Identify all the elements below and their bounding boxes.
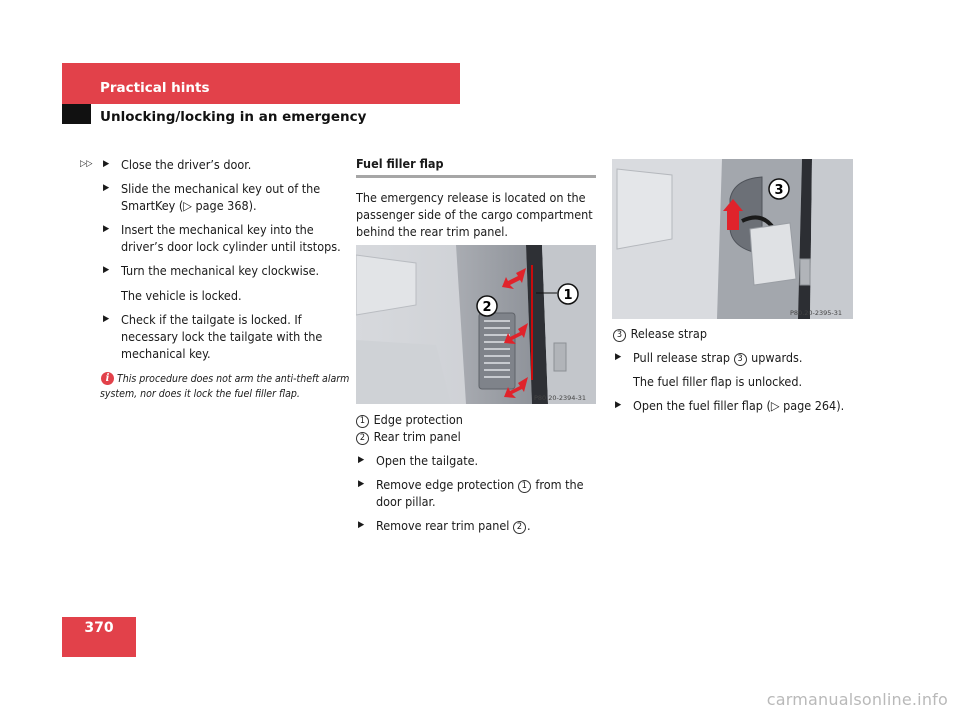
figure-code: P80.20-2394-31 [534,394,587,402]
step-text: Open the tailgate. [376,453,479,468]
step-turn-key [103,262,348,279]
legend-number: 1 [356,415,369,428]
bullet-icon: ▶ [615,400,622,410]
step-text: Insert the mechanical key into the driver’s door lock cylinder until itstops. [121,222,341,254]
bullet-icon: ▶ [103,159,110,169]
header-marker-block [62,104,91,124]
result-flap-unlocked: The fuel filler flap is unlocked. [633,374,803,389]
section-header-title: Practical hints [100,80,210,96]
figure-release-strap [612,159,853,319]
page-title: Unlocking/locking in an emergency [100,109,367,125]
step-text-part: Remove edge protection [376,477,515,492]
legend-label: Release strap [630,326,707,341]
figure-rear-trim-panel [356,245,596,404]
step-text-part: . [526,518,531,533]
legend-number: 2 [356,432,369,445]
bullet-icon: ▶ [103,265,110,275]
section-title-fuel-filler-flap: Fuel filler flap [356,156,444,171]
callout-3: 3 [774,183,784,198]
bullet-icon: ▶ [103,314,110,324]
bullet-icon: ▶ [358,455,365,465]
legend-label: Edge protection [373,412,463,427]
legend-number: 3 [613,329,626,342]
watermark: carmanualsonline.info [766,690,948,709]
step-slide-key [103,180,348,214]
info-icon: i [101,372,114,385]
legend-edge-protection [356,411,596,428]
result-vehicle-locked: The vehicle is locked. [121,288,242,303]
step-open-fuel-flap [615,397,855,414]
inline-callout-number: 1 [518,480,531,493]
bullet-icon: ▶ [358,520,365,530]
bullet-icon: ▶ [103,224,110,234]
bullet-icon: ▶ [615,352,622,362]
step-insert-key [103,221,348,255]
callout-1: 1 [563,288,573,303]
page-number: 370 [84,620,114,636]
intro-paragraph: The emergency release is located on the passenger side of the cargo compartment behind the rear trim panel. [356,190,593,239]
step-text-part: Pull release strap [633,350,730,365]
legend-label: Rear trim panel [373,429,461,444]
legend-rear-trim-panel [356,428,596,445]
step-text: Open the fuel filler flap (▷ page 264). [633,398,845,413]
figure-code: P80.20-2395-31 [790,309,843,317]
continued-marker-icon: ▷▷ [80,159,93,169]
callout-2: 2 [482,300,492,315]
figure-release-strap-drawing [612,159,853,319]
step-text-part: Remove rear trim panel [376,518,510,533]
step-pull-release-strap [615,349,855,366]
section-divider [356,175,596,178]
step-remove-trim-panel [358,517,598,534]
info-note: This procedure does not arm the anti-theft alarm system, nor does it lock the fuel filler flap. [100,373,350,400]
step-check-tailgate [103,311,348,362]
step-remove-edge-protection [358,476,598,510]
step-text [615,349,855,366]
figure-rear-trim-panel-drawing [356,245,596,404]
step-text: Slide the mechanical key out of the SmartKey (▷ page 368). [121,181,321,213]
step-text [358,517,598,534]
step-text: Check if the tailgate is locked. If necessary lock the tailgate with the mechanical key. [121,312,323,361]
bullet-icon: ▶ [358,479,365,489]
inline-callout-number: 2 [513,521,526,534]
legend-release-strap [613,325,853,342]
step-text: Turn the mechanical key clockwise. [121,263,320,278]
step-text-part: from the door pillar. [376,477,584,509]
bullet-icon: ▶ [103,183,110,193]
step-open-tailgate [358,452,598,469]
step-text-part: upwards. [751,350,803,365]
step-text [358,476,598,510]
inline-callout-number: 3 [734,353,747,366]
step-close-door: Close the driver’s door. [121,157,252,172]
